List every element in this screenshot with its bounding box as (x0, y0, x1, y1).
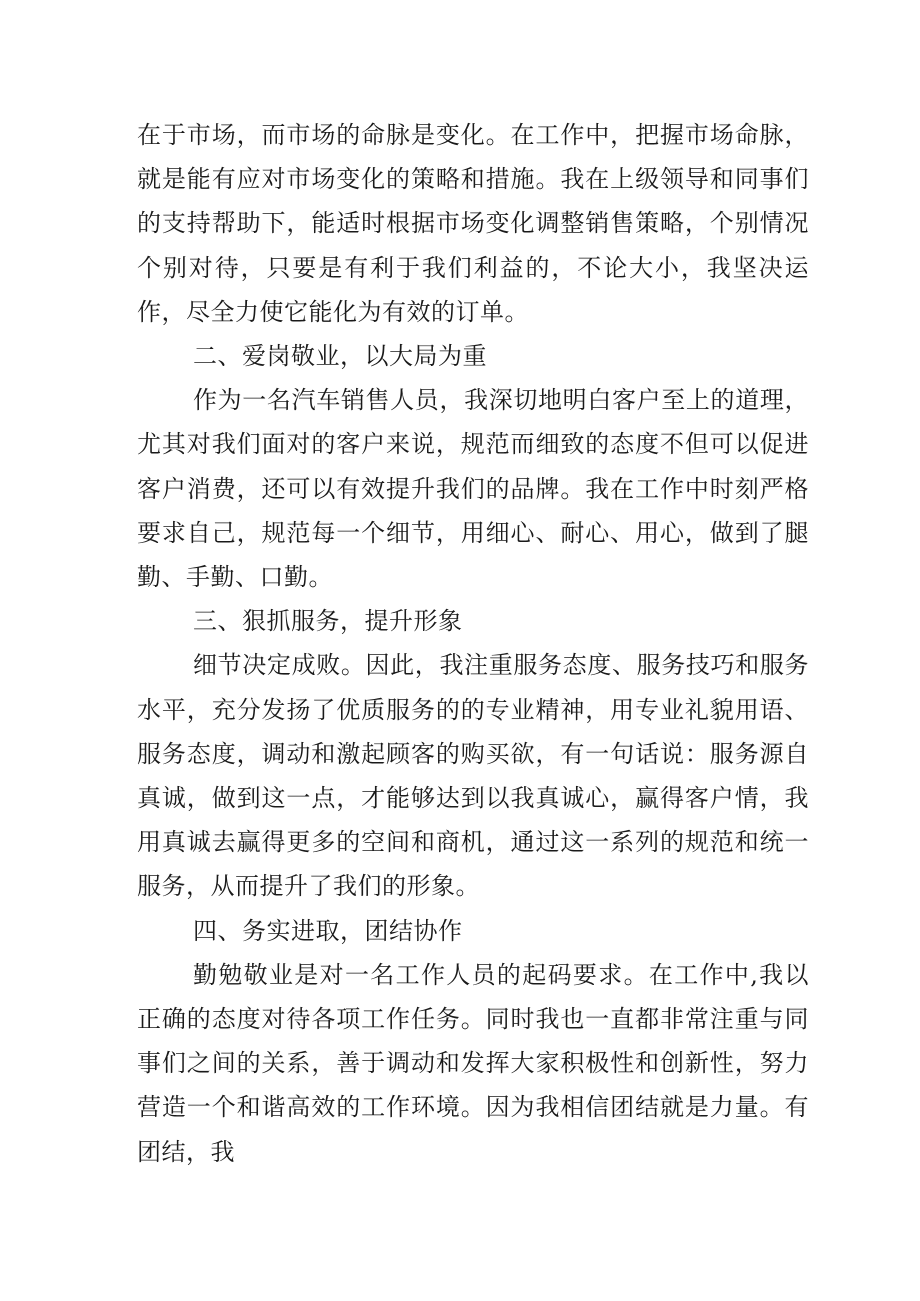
paragraph-market-strategy: 在于市场，而市场的命脉是变化。在工作中，把握市场命脉，就是能有应对市场变化的策略和措施。我在上级领导和同事们的支持帮助下，能适时根据市场变化调整销售策略，个别情况个别对待，只要是有利于我们利益的，不论大小，我坚决运作，尽全力使它能化为有效的订单。 (137, 121, 809, 326)
document-body (137, 113, 809, 1174)
paragraph-service: 细节决定成败。因此，我注重服务态度、服务技巧和服务水平，充分发扬了优质服务的的专业精神，用专业礼貌用语、服务态度，调动和激起顾客的购买欲，有一句话说：服务源自真诚，做到这一点，才能够达到以我真诚心，赢得客户情，我用真诚去赢得更多的空间和商机，通过这一系列的规范和统一服务，从而提升了我们的形象。 (137, 651, 809, 901)
paragraph-teamwork: 勤勉敬业是对一名工作人员的起码要求。在工作中,我以正确的态度对待各项工作任务。同时我也一直都非常注重与同事们之间的关系，善于调动和发挥大家积极性和创新性，努力营造一个和谐高效的工作环境。因为我相信团结就是力量。有团结，我 (137, 960, 809, 1166)
section-heading-4: 四、务实进取，团结协作 (193, 916, 463, 945)
section-heading-3: 三、狠抓服务，提升形象 (193, 607, 463, 636)
section-heading-2: 二、爱岗敬业，以大局为重 (193, 342, 487, 371)
paragraph-customer-first: 作为一名汽车销售人员，我深切地明白客户至上的道理，尤其对我们面对的客户来说，规范而细致的态度不但可以促进客户消费，还可以有效提升我们的品牌。我在工作中时刻严格要求自己，规范每一个细节，用细心、耐心、用心，做到了腿勤、手勤、口勤。 (137, 386, 809, 592)
